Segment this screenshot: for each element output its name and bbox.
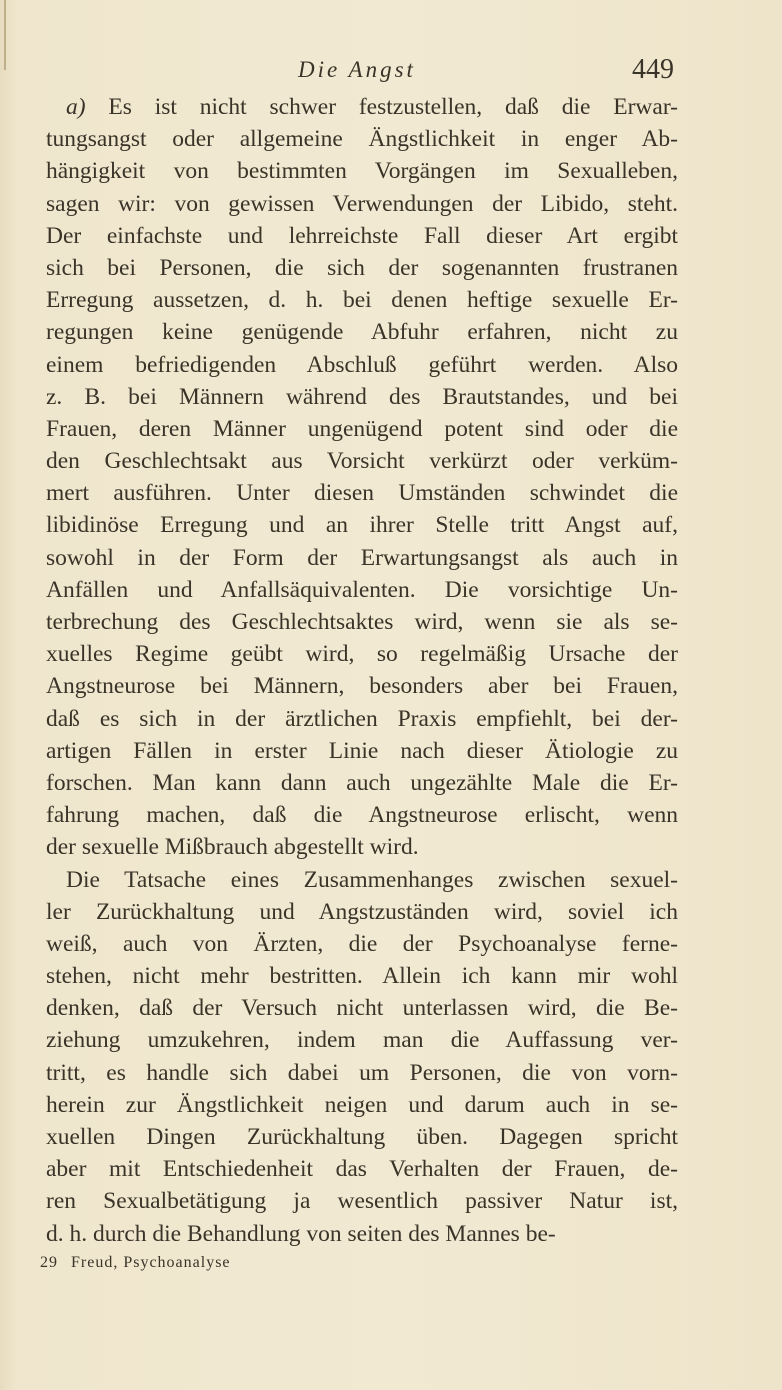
text-line xyxy=(46,123,678,155)
text-line xyxy=(46,1057,678,1089)
line-text: artigen Fällen in erster Linie nach dieser Ätiologie zu xyxy=(46,737,678,764)
text-line xyxy=(46,91,678,123)
line-text: sich bei Personen, die sich der sogenannten frustranen xyxy=(46,254,678,281)
line-text: hängigkeit von bestimmten Vorgängen im Sexualleben, xyxy=(46,158,678,185)
line-text: der sexuelle Mißbrauch abgestellt wird. xyxy=(46,834,419,861)
text-line xyxy=(46,1218,678,1250)
page-number: 449 xyxy=(632,54,674,85)
line-text: Angstneurose bei Männern, besonders aber bei Frauen, xyxy=(46,673,678,700)
line-text: xuelles Regime geübt wird, so regelmäßig Ursache der xyxy=(46,641,678,668)
line-text: regungen keine genügende Abfuhr erfahren, nicht zu xyxy=(46,319,678,346)
text-line xyxy=(46,1089,678,1121)
signature-mark: 29 xyxy=(40,1254,58,1271)
line-text: herein zur Ängstlichkeit neigen und darum auch in se- xyxy=(46,1091,678,1118)
line-text: z. B. bei Männern während des Brautstandes, und bei xyxy=(46,383,678,410)
line-text: tritt, es handle sich dabei um Personen, die von vorn- xyxy=(46,1059,678,1086)
text-line xyxy=(46,799,678,831)
text-line xyxy=(46,928,678,960)
line-text: Der einfachste und lehrreichste Fall dieser Art ergibt xyxy=(46,222,678,249)
line-text: den Geschlechtsakt aus Vorsicht verkürzt oder verküm- xyxy=(46,448,678,475)
line-text: d. h. durch die Behandlung von seiten des Mannes be- xyxy=(46,1220,556,1247)
line-text: forschen. Man kann dann auch ungezählte Male die Er- xyxy=(46,769,678,796)
line-text: weiß, auch von Ärzten, die der Psychoanalyse ferne- xyxy=(46,930,678,957)
text-line xyxy=(46,220,678,252)
text-line xyxy=(46,509,678,541)
text-line xyxy=(46,735,678,767)
text-line xyxy=(46,767,678,799)
text-line xyxy=(46,188,678,220)
paragraph xyxy=(46,91,678,864)
line-text: ziehung umzukehren, indem man die Auffassung ver- xyxy=(46,1027,678,1054)
line-text: Erregung aussetzen, d. h. bei denen heftige sexuelle Er- xyxy=(46,287,678,314)
text-line xyxy=(46,1024,678,1056)
text-line xyxy=(46,155,678,187)
line-text: sowohl in der Form der Erwartungsangst als auch in xyxy=(46,544,678,571)
text-line xyxy=(46,896,678,928)
line-text: Anfällen und Anfallsäquivalenten. Die vorsichtige Un- xyxy=(46,576,678,603)
text-line xyxy=(46,542,678,574)
line-text: Frauen, deren Männer ungenügend potent sind oder die xyxy=(46,415,678,442)
line-text: einem befriedigenden Abschluß geführt werden. Also xyxy=(46,351,678,378)
line-text: fahrung machen, daß die Angstneurose erlischt, wenn xyxy=(46,802,678,829)
line-text: Die Tatsache eines Zusammenhanges zwischen sexuel- xyxy=(66,866,678,893)
line-text: libidinöse Erregung und an ihrer Stelle tritt Angst auf, xyxy=(46,512,678,539)
text-line xyxy=(46,477,678,509)
line-text: ren Sexualbetätigung ja wesentlich passiver Natur ist, xyxy=(46,1188,678,1215)
text-line xyxy=(46,1153,678,1185)
paragraph xyxy=(46,864,678,1250)
text-line xyxy=(46,1121,678,1153)
text-line xyxy=(46,413,678,445)
line-text: mert ausführen. Unter diesen Umständen schwindet die xyxy=(46,480,678,507)
text-line xyxy=(46,960,678,992)
text-line xyxy=(46,349,678,381)
text-line xyxy=(46,703,678,735)
text-line xyxy=(46,831,678,863)
text-line xyxy=(46,638,678,670)
line-text: stehen, nicht mehr bestritten. Allein ich kann mir wohl xyxy=(46,963,678,990)
line-text: denken, daß der Versuch nicht unterlassen wird, die Be- xyxy=(46,995,678,1022)
line-text: daß es sich in der ärztlichen Praxis empfiehlt, bei der- xyxy=(46,705,678,732)
text-line xyxy=(46,574,678,606)
text-line xyxy=(46,445,678,477)
signature-title: Freud, Psychoanalyse xyxy=(71,1254,231,1271)
text-line xyxy=(46,284,678,316)
line-text: terbrechung des Geschlechtsaktes wird, wenn sie als se- xyxy=(46,609,678,635)
line-text: aber mit Entschiedenheit das Verhalten der Frauen, de- xyxy=(46,1156,678,1183)
text-line xyxy=(46,381,678,413)
body-text xyxy=(46,91,678,1250)
text-line xyxy=(46,670,678,702)
text-line xyxy=(46,992,678,1024)
text-line xyxy=(46,316,678,348)
line-text: tungsangst oder allgemeine Ängstlichkeit in enger Ab- xyxy=(46,126,678,153)
printer-signature-line xyxy=(40,1254,231,1272)
line-text: ler Zurückhaltung und Angstzuständen wird, soviel ich xyxy=(46,898,678,925)
line-text: xuellen Dingen Zurückhaltung üben. Dagegen spricht xyxy=(46,1124,678,1150)
text-line xyxy=(46,606,678,638)
text-line xyxy=(46,864,678,896)
page-header xyxy=(0,52,782,92)
line-text: Es ist nicht schwer festzustellen, daß die Erwar- xyxy=(108,94,678,120)
running-title: Die Angst xyxy=(298,57,416,82)
text-line xyxy=(46,252,678,284)
section-marker: a) xyxy=(66,94,86,120)
line-text: sagen wir: von gewissen Verwendungen der Libido, steht. xyxy=(46,190,678,217)
text-line xyxy=(46,1185,678,1217)
